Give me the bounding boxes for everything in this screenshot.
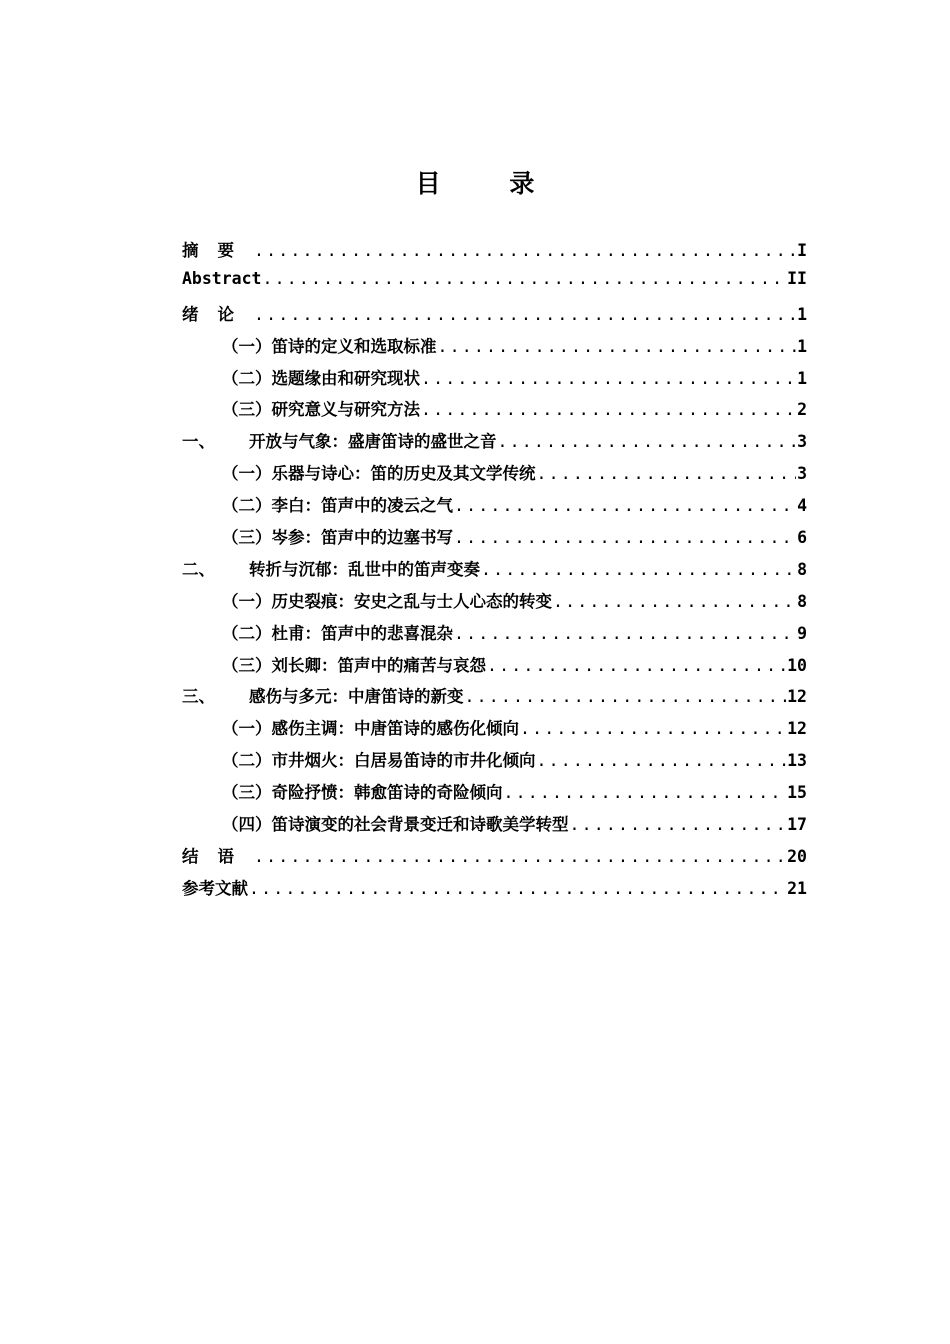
toc-entry[interactable]	[182, 715, 807, 747]
toc-entry[interactable]	[182, 620, 807, 652]
toc-page-number: 4	[797, 496, 807, 516]
toc-leader-dots	[553, 592, 796, 611]
toc-leader-dots	[537, 464, 797, 483]
toc-page-number: 8	[797, 559, 807, 579]
toc-entry-text: Abstract	[182, 268, 262, 288]
toc-entry-number: 二、	[182, 559, 215, 579]
toc-entry-label	[222, 652, 486, 676]
toc-entry-text: （一）笛诗的定义和选取标准	[222, 336, 437, 356]
toc-entry-label	[222, 715, 519, 739]
toc-leader-dots	[465, 687, 787, 706]
toc-leader-dots	[481, 560, 796, 579]
toc-entry-text: 参考文献	[182, 878, 248, 898]
toc-entry[interactable]	[182, 875, 807, 907]
toc-page-number: 12	[787, 719, 807, 739]
toc-entry-text: （三）岑参：笛声中的边塞书写	[222, 528, 453, 548]
toc-leader-dots	[254, 305, 796, 324]
toc-entry[interactable]	[182, 556, 807, 588]
toc-page-number: 1	[797, 336, 807, 356]
toc-entry-label	[182, 875, 248, 899]
toc-entry-text: （一）感伤主调：中唐笛诗的感伤化倾向	[222, 719, 519, 739]
toc-page-number: I	[797, 241, 807, 260]
toc-entry[interactable]	[182, 843, 807, 875]
toc-page-number: 1	[797, 304, 807, 324]
toc-entry-text: 转折与沉郁：乱世中的笛声变奏	[249, 559, 480, 579]
toc-entry-text: （二）李白：笛声中的凌云之气	[222, 496, 453, 516]
toc-list	[182, 237, 807, 907]
toc-page-number: 8	[797, 591, 807, 611]
toc-entry[interactable]	[182, 588, 807, 620]
toc-entry[interactable]	[182, 269, 807, 301]
toc-entry[interactable]	[182, 428, 807, 460]
toc-page-number: 1	[797, 368, 807, 388]
toc-leader-dots	[254, 241, 796, 260]
toc-entry[interactable]	[182, 365, 807, 397]
toc-entry[interactable]	[182, 652, 807, 684]
toc-page-number: 9	[797, 623, 807, 643]
toc-entry-label	[222, 779, 503, 803]
toc-entry-text: （三）奇险抒愤：韩愈笛诗的奇险倾向	[222, 783, 503, 803]
toc-entry-text: 摘要	[182, 241, 253, 260]
toc-entry[interactable]	[182, 683, 807, 715]
toc-page-number: 10	[787, 655, 807, 675]
toc-entry-label	[182, 269, 261, 288]
toc-leader-dots	[454, 624, 796, 643]
toc-entry-label	[182, 843, 253, 867]
toc-entry[interactable]	[182, 460, 807, 492]
toc-leader-dots	[262, 269, 786, 288]
toc-entry-label	[222, 811, 569, 835]
toc-entry-label	[182, 301, 253, 325]
toc-page-number: 3	[797, 464, 807, 484]
toc-leader-dots	[520, 719, 786, 738]
toc-leader-dots	[421, 400, 796, 419]
toc-entry[interactable]	[182, 492, 807, 524]
toc-entry-text: （四）笛诗演变的社会背景变迁和诗歌美学转型	[222, 815, 569, 835]
toc-entry-label	[222, 492, 453, 516]
toc-entry[interactable]	[182, 779, 807, 811]
toc-entry[interactable]	[182, 301, 807, 333]
toc-leader-dots	[504, 783, 787, 802]
toc-entry-label	[222, 524, 453, 548]
toc-entry-label	[222, 396, 420, 420]
toc-entry-text: 感伤与多元：中唐笛诗的新变	[249, 687, 464, 707]
toc-entry-text: 结语	[182, 846, 253, 866]
toc-entry-number: 一、	[182, 432, 215, 452]
toc-leader-dots	[438, 337, 797, 356]
toc-entry-label	[182, 428, 497, 452]
toc-entry-text: （三）研究意义与研究方法	[222, 400, 420, 420]
toc-entry-text: （二）市井烟火：白居易笛诗的市井化倾向	[222, 751, 536, 771]
toc-title: 目 录	[415, 169, 565, 198]
toc-page-number: 6	[797, 528, 807, 548]
toc-leader-dots	[454, 496, 796, 515]
toc-page-number: 21	[787, 878, 807, 898]
toc-page-number: 12	[787, 687, 807, 707]
toc-page-number: II	[787, 268, 807, 288]
toc-entry[interactable]	[182, 396, 807, 428]
toc-leader-dots	[498, 432, 797, 451]
toc-entry[interactable]	[182, 237, 807, 269]
toc-leader-dots	[421, 369, 796, 388]
toc-entry-label	[222, 460, 536, 484]
toc-page-number: 15	[787, 783, 807, 803]
toc-page-number: 2	[797, 400, 807, 420]
toc-leader-dots	[254, 847, 786, 866]
toc-entry-text: 开放与气象：盛唐笛诗的盛世之音	[249, 432, 497, 452]
toc-page-number: 3	[797, 432, 807, 452]
toc-entry-label	[182, 683, 464, 707]
toc-entry-label	[222, 588, 552, 612]
toc-entry-label	[222, 620, 453, 644]
toc-entry-number: 三、	[182, 687, 215, 707]
toc-entry-text: 绪论	[182, 304, 253, 324]
toc-leader-dots	[570, 815, 787, 834]
toc-entry-label	[222, 365, 420, 389]
toc-entry[interactable]	[182, 811, 807, 843]
toc-leader-dots	[454, 528, 796, 547]
toc-page-number: 20	[787, 846, 807, 866]
toc-entry-label	[222, 333, 437, 357]
toc-entry-text: （一）历史裂痕：安史之乱与士人心态的转变	[222, 591, 552, 611]
toc-entry-text: （二）杜甫：笛声中的悲喜混杂	[222, 623, 453, 643]
toc-leader-dots	[537, 751, 787, 770]
toc-leader-dots	[487, 656, 786, 675]
toc-leader-dots	[249, 879, 786, 898]
toc-entry-text: （三）刘长卿：笛声中的痛苦与哀怨	[222, 655, 486, 675]
toc-entry[interactable]	[182, 333, 807, 365]
toc-entry-label	[182, 556, 480, 580]
toc-entry-label	[182, 237, 253, 261]
toc-entry[interactable]	[182, 524, 807, 556]
toc-entry[interactable]	[182, 747, 807, 779]
toc-entry-text: （二）选题缘由和研究现状	[222, 368, 420, 388]
toc-entry-text: （一）乐器与诗心：笛的历史及其文学传统	[222, 464, 536, 484]
toc-entry-label	[222, 747, 536, 771]
toc-page-number: 17	[787, 815, 807, 835]
toc-page-number: 13	[787, 751, 807, 771]
